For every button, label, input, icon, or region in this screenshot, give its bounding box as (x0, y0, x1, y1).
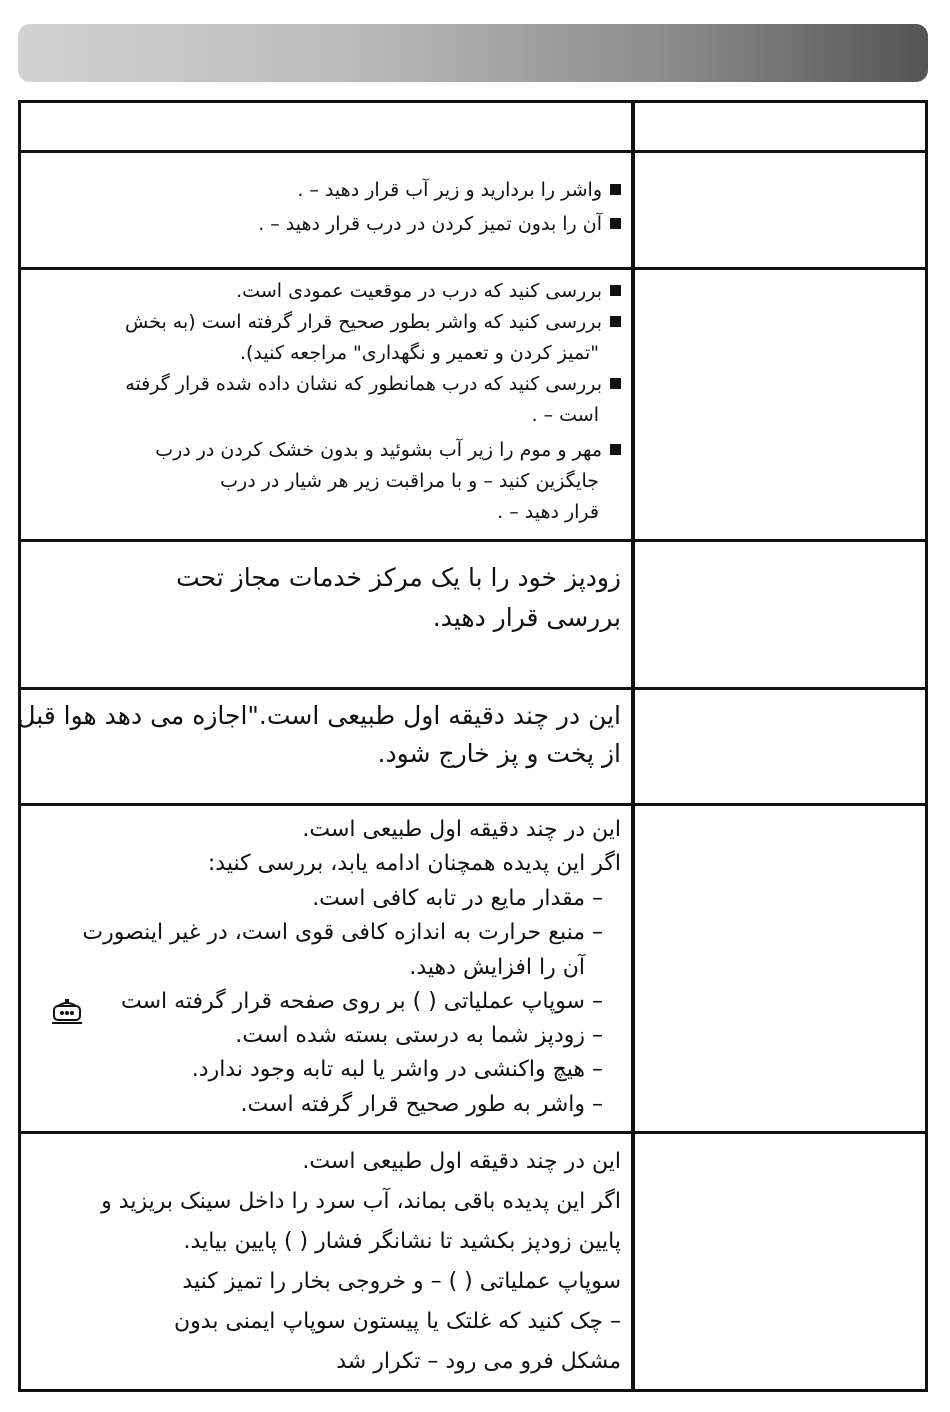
row-divider (21, 1131, 925, 1134)
text-line: بررسی قرار دهید. (432, 603, 621, 632)
dash-item: – منبع حرارت به اندازه کافی قوی است، در غیر اینصورت (82, 920, 603, 945)
troubleshooting-table (18, 100, 928, 1392)
bullet-icon (610, 218, 621, 229)
row-divider (21, 803, 925, 806)
bullet-item (258, 211, 621, 237)
text-line: این در چند دقیقه اول طبیعی است."اجازه می دهد هوا قبل (17, 701, 621, 730)
text-line: – چک کنید که غلتک یا پیستون سوپاپ ایمنی بدون (173, 1309, 621, 1334)
text-line: اگر این پدیده همچنان ادامه یابد، بررسی کنید: (207, 851, 621, 876)
dash-item: – زودپز شما به درستی بسته شده است. (235, 1023, 603, 1048)
text-line: این در چند دقیقه اول طبیعی است. (302, 817, 621, 842)
pressure-cooker-icon (52, 999, 82, 1025)
row-divider (21, 150, 925, 153)
column-divider (631, 103, 635, 1389)
bullet-continuation: "تمیز کردن و تعمیر و نگهداری" مراجعه کنید). (239, 342, 599, 364)
text-line: این در چند دقیقه اول طبیعی است. (302, 1149, 621, 1174)
bullet-text: بررسی کنید که درب در موقعیت عمودی است. (236, 280, 602, 302)
row-divider (21, 267, 925, 270)
bullet-item (125, 371, 621, 397)
bullet-text: آن را بدون تمیز کردن در درب قرار دهید – . (258, 213, 602, 235)
bullet-icon (610, 378, 621, 389)
bullet-text: بررسی کنید که واشر بطور صحیح قرار گرفته است (به بخش (124, 311, 602, 333)
text-line: زودپز خود را با یک مرکز خدمات مجاز تحت (176, 563, 621, 592)
dash-item: – واشر به طور صحیح قرار گرفته است. (240, 1092, 603, 1117)
row-divider (21, 687, 925, 690)
bullet-icon (610, 285, 621, 296)
bullet-item (236, 278, 621, 304)
section-header-bar (18, 24, 928, 82)
dash-item: – سوپاپ عملیاتی ( ) بر روی صفحه قرار گرفته است (120, 989, 603, 1014)
text-line: اگر این پدیده باقی بماند، آب سرد را داخل سینک بریزید و (101, 1189, 621, 1214)
bullet-item (297, 177, 621, 203)
text-line: سوپاپ عملیاتی ( ) – و خروجی بخار را تمیز کنید (182, 1269, 621, 1294)
bullet-continuation: جایگزین کنید – و با مراقبت زیر هر شیار در درب (220, 470, 599, 492)
row-divider (21, 539, 925, 542)
bullet-item (155, 437, 621, 463)
dash-item: – هیچ واکنشی در واشر یا لبه تابه وجود ندارد. (191, 1057, 603, 1082)
bullet-icon (610, 316, 621, 327)
text-line: مشکل فرو می رود – تکرار شد (336, 1349, 621, 1374)
text-line: پایین زودپز بکشید تا نشانگر فشار ( ) پایین بیاید. (183, 1229, 621, 1254)
text-line: از پخت و پز خارج شود. (377, 739, 621, 768)
bullet-continuation: قرار دهید – . (497, 501, 599, 523)
dash-continuation: آن را افزایش دهید. (409, 955, 585, 980)
bullet-continuation: است – . (531, 404, 599, 426)
bullet-text: واشر را بردارید و زیر آب قرار دهید – . (297, 179, 602, 201)
bullet-icon (610, 184, 621, 195)
bullet-text: مهر و موم را زیر آب بشوئید و بدون خشک کردن در درب (155, 439, 602, 461)
bullet-icon (610, 444, 621, 455)
bullet-item (125, 309, 621, 335)
bullet-text: بررسی کنید که درب همانطور که نشان داده شده قرار گرفته (125, 373, 602, 395)
dash-item: – مقدار مایع در تابه کافی است. (312, 886, 603, 911)
